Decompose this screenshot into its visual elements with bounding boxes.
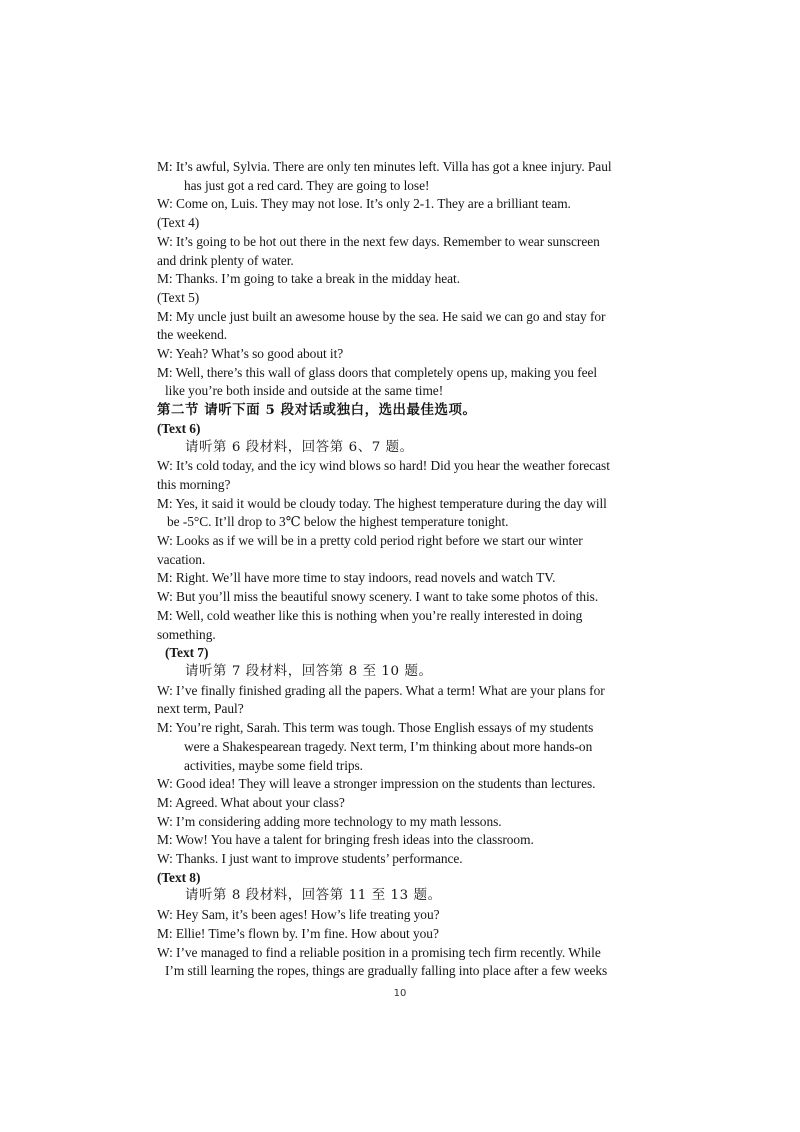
dialogue-line: M: Yes, it said it would be cloudy today. The highest temperature during the day will bbox=[157, 495, 607, 511]
dialogue-line: M: Right. We’ll have more time to stay indoors, read novels and watch TV. bbox=[157, 570, 556, 586]
dialogue-line: M: It’s awful, Sylvia. There are only ten minutes left. Villa has got a knee injury. Paul bbox=[157, 159, 612, 174]
instruction-line: 请听第 8 段材料，回答第 11 至 13 题。 bbox=[185, 888, 442, 904]
dialogue-line: the weekend. bbox=[157, 327, 228, 343]
dialogue-line: W: Good idea! They will leave a stronger impression on the students than lectures. bbox=[157, 776, 596, 792]
dialogue-line: M: Wow! You have a talent for bringing fresh ideas into the classroom. bbox=[157, 832, 534, 848]
dialogue-line: W: I’ve managed to find a reliable position in a promising tech firm recently. While bbox=[157, 944, 601, 960]
dialogue-line: W: But you’ll miss the beautiful snowy scenery. I want to take some photos of this. bbox=[157, 589, 599, 605]
dialogue-line: were a Shakespearean tragedy. Next term, I’m thinking about more hands-on bbox=[184, 738, 593, 754]
dialogue-line: vacation. bbox=[157, 551, 206, 567]
dialogue-line: like you’re both inside and outside at the same time! bbox=[165, 383, 444, 399]
dialogue-line: next term, Paul? bbox=[157, 701, 244, 717]
transcript-body bbox=[157, 158, 647, 981]
text-heading: (Text 8) bbox=[157, 869, 201, 885]
dialogue-line: M: Ellie! Time’s flown by. I’m fine. How about you? bbox=[157, 925, 439, 941]
text-heading: (Text 5) bbox=[157, 289, 200, 305]
dialogue-line: W: I’m considering adding more technology to my math lessons. bbox=[157, 813, 502, 829]
dialogue-line: W: Come on, Luis. They may not lose. It’s only 2-1. They are a brilliant team. bbox=[157, 196, 571, 212]
text-heading: (Text 4) bbox=[157, 215, 200, 231]
dialogue-line: W: Hey Sam, it’s been ages! How’s life treating you? bbox=[157, 907, 440, 923]
page-number: 10 bbox=[393, 988, 407, 999]
dialogue-line: W: It’s cold today, and the icy wind blows so hard! Did you hear the weather forecast bbox=[157, 458, 610, 474]
dialogue-line: has just got a red card. They are going to lose! bbox=[184, 177, 430, 193]
dialogue-line: I’m still learning the ropes, things are gradually falling into place after a few weeks bbox=[165, 963, 608, 979]
dialogue-line: M: You’re right, Sarah. This term was tough. Those English essays of my students bbox=[157, 720, 594, 736]
dialogue-line: W: Thanks. I just want to improve students’ performance. bbox=[157, 851, 463, 867]
dialogue-line: be -5°C. It’ll drop to 3℃ below the highest temperature tonight. bbox=[167, 514, 509, 530]
dialogue-line: this morning? bbox=[157, 476, 231, 492]
dialogue-line: M: Well, there’s this wall of glass doors that completely opens up, making you feel bbox=[157, 364, 598, 380]
text-heading: (Text 7) bbox=[165, 645, 209, 661]
instruction-line: 请听第 6 段材料，回答第 6、7 题。 bbox=[185, 439, 414, 455]
text-heading: (Text 6) bbox=[157, 420, 201, 436]
dialogue-line: and drink plenty of water. bbox=[157, 252, 294, 268]
section-heading: 第二节 请听下面 5 段对话或独白，选出最佳选项。 bbox=[157, 402, 477, 419]
dialogue-line: W: Looks as if we will be in a pretty cold period right before we start our winter bbox=[157, 533, 583, 549]
dialogue-line: M: Agreed. What about your class? bbox=[157, 794, 345, 810]
dialogue-line: M: Thanks. I’m going to take a break in the midday heat. bbox=[157, 271, 461, 287]
dialogue-line: something. bbox=[157, 626, 216, 642]
dialogue-line: M: Well, cold weather like this is nothing when you’re really interested in doing bbox=[157, 607, 583, 623]
dialogue-line: W: Yeah? What’s so good about it? bbox=[157, 346, 344, 362]
instruction-line: 请听第 7 段材料，回答第 8 至 10 题。 bbox=[185, 663, 433, 679]
dialogue-line: W: It’s going to be hot out there in the next few days. Remember to wear sunscreen bbox=[157, 233, 600, 249]
dialogue-line: M: My uncle just built an awesome house by the sea. He said we can go and stay for bbox=[157, 308, 606, 324]
dialogue-line: W: I’ve finally finished grading all the papers. What a term! What are your plans for bbox=[157, 682, 605, 698]
dialogue-line: activities, maybe some field trips. bbox=[184, 757, 363, 773]
